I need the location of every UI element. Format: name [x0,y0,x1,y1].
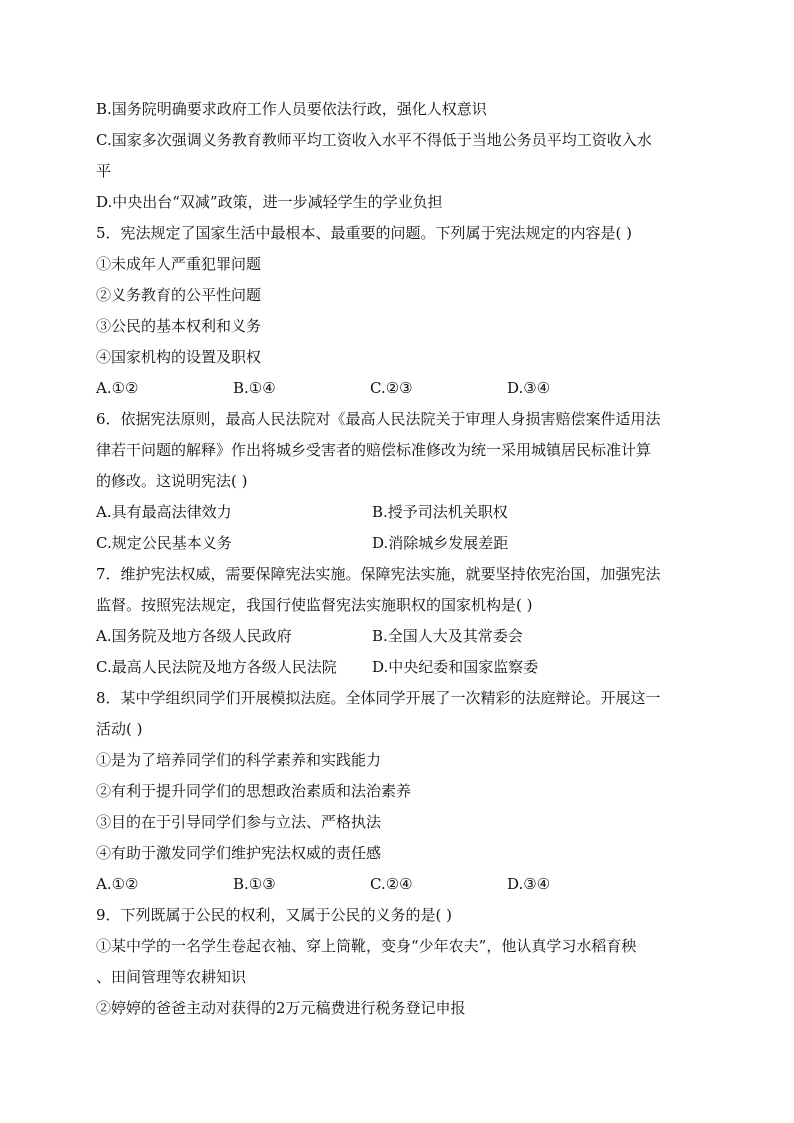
q7-option-a: A.国务院及地方各级人民政府 [96,627,292,645]
q4-option-b: B.国务院明确要求政府工作人员要依法行政，强化人权意识 [96,100,487,118]
q5-option-a: A.①② [96,379,139,397]
q5-item-2: ②义务教育的公平性问题 [96,286,262,304]
q8-options [96,869,700,900]
q8-option-c: C.②④ [370,875,413,893]
q5-option-d: D.③④ [507,379,551,397]
q7-option-c: C.最高人民法院及地方各级人民法院 [96,658,337,676]
q5-item-4: ④国家机构的设置及职权 [96,348,262,366]
q7-options-row2 [96,652,700,683]
q9-item-2: ②婷婷的爸爸主动对获得的2万元稿费进行税务登记申报 [96,999,466,1017]
q7-stem-line1: 7．维护宪法权威，需要保障宪法实施。保障宪法实施，就要坚持依宪治国，加强宪法 [96,565,661,583]
q6-option-c: C.规定公民基本义务 [96,534,232,552]
q6-option-a: A.具有最高法律效力 [96,503,232,521]
q8-item-1: ①是为了培养同学们的科学素养和实践能力 [96,751,382,769]
q8-stem-line2: 活动( ) [96,720,143,738]
q4-option-c-line2: 平 [96,162,112,180]
q7-options-row1 [96,621,700,652]
q7-stem-line2: 监督。按照宪法规定，我国行使监督宪法实施职权的国家机构是( ) [96,596,533,614]
q6-option-d: D.消除城乡发展差距 [372,534,509,552]
q8-option-a: A.①② [96,875,139,893]
q7-option-b: B.全国人大及其常委会 [372,627,523,645]
q9-item-1-line2: 、田间管理等农耕知识 [96,968,247,986]
q8-option-b: B.①③ [233,875,276,893]
q7-option-d: D.中央纪委和国家监察委 [372,658,539,676]
q6-options-row1 [96,497,700,528]
q8-option-d: D.③④ [507,875,551,893]
q8-stem-line1: 8．某中学组织同学们开展模拟法庭。全体同学开展了一次精彩的法庭辩论。开展这一 [96,689,661,707]
q5-item-3: ③公民的基本权利和义务 [96,317,262,335]
q6-stem-line2: 律若干问题的解释》作出将城乡受害者的赔偿标准修改为统一采用城镇居民标准计算 [96,441,652,459]
q6-options-row2 [96,528,700,559]
q4-option-c-line1: C.国家多次强调义务教育教师平均工资收入水平不得低于当地公务员平均工资收入水 [96,131,652,149]
q5-item-1: ①未成年人严重犯罪问题 [96,255,262,273]
q8-item-3: ③目的在于引导同学们参与立法、严格执法 [96,813,382,831]
q6-option-b: B.授予司法机关职权 [372,503,508,521]
q6-stem-line1: 6．依据宪法原则，最高人民法院对《最高人民法院关于审理人身损害赔偿案件适用法 [96,410,661,428]
q5-option-c: C.②③ [370,379,413,397]
q9-stem: 9．下列既属于公民的权利，又属于公民的义务的是( ) [96,906,453,924]
q8-item-2: ②有利于提升同学们的思想政治素质和法治素养 [96,782,412,800]
q6-stem-line3: 的修改。这说明宪法( ) [96,472,248,490]
question-content [96,94,700,1024]
q5-options [96,373,700,404]
q9-item-1-line1: ①某中学的一名学生卷起衣袖、穿上筒靴，变身“少年农夫”，他认真学习水稻育秧 [96,937,637,955]
q5-option-b: B.①④ [233,379,276,397]
q8-item-4: ④有助于激发同学们维护宪法权威的责任感 [96,844,382,862]
q5-stem: 5．宪法规定了国家生活中最根本、最重要的问题。下列属于宪法规定的内容是( ) [96,224,633,242]
q4-option-d: D.中央出台“双减”政策，进一步减轻学生的学业负担 [96,193,443,211]
